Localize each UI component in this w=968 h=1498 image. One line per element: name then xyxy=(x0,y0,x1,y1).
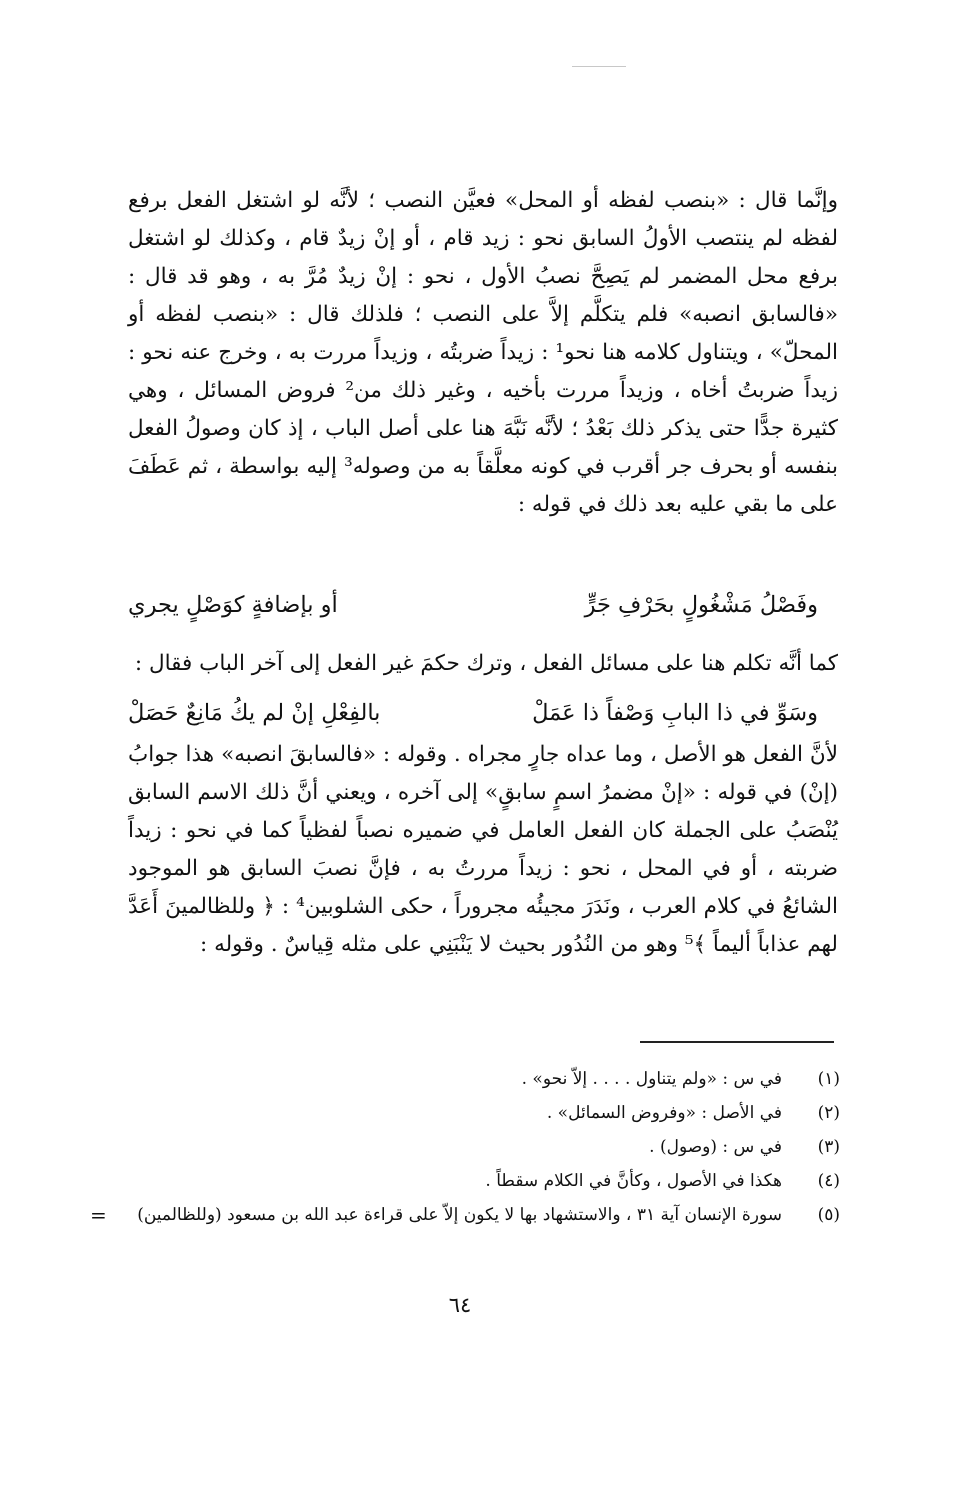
footnote-number: (٣) xyxy=(817,1137,840,1157)
page-number: ٦٤ xyxy=(448,1293,472,1317)
footnote-5 xyxy=(80,1198,840,1232)
footnote-number: (٢) xyxy=(817,1103,840,1123)
verse-2-first-hemistich: وسَوِّ في ذا البابِ وَصْفاً ذا عَمَلْ xyxy=(532,700,818,726)
verse-line-1 xyxy=(128,592,838,632)
footnote-4 xyxy=(80,1164,840,1198)
verse-1-second-hemistich: أو بإضافةٍ كوَصْلٍ يجري xyxy=(128,592,338,618)
paragraph-1: وإنَّما قال : «بنصب لفظه أو المحل» فعيَّن النصب ؛ لأنَّه لو اشتغل الفعل برفع لفظه لم ينتصب الأولُ السابق نحو : زيد قام ، أو إنْ زيدٌ قام ، وكذلك لو اشتغل برفع محل المضمر لم يَصِحَّ نصبُ الأول ، نحو : إنْ زيدٌ مُرَّ به ، وهو قد قال : «فالسابق انصبه» فلم يتكلَّم إلاَّ على النصب ؛ فلذلك قال : «بنصب لفظه أو المحلّ» ، ويتناول كلامه هنا نحو¹ : زيداً ضربتُه ، وزيداً مررت به ، وخرج عنه نحو : زيداً ضربتُ أخاه ، وزيداً مررت بأخيه ، وغير ذلك من² فروض المسائل ، وهي كثيرة جدًّا حتى يذكر ذلك بَعْدُ ؛ لأنَّه نَبَّهَ هنا على أصل الباب ، إذ كان وصولُ الفعل بنفسه أو بحرف جر أقرب في كونه معلَّقاً به من وصوله³ إليه بواسطة ، ثم عَطَفَ على ما بقي عليه بعد ذلك في قوله : xyxy=(128,188,838,517)
paragraph-2: كما أنَّه تكلم هنا على مسائل الفعل ، وترك حكمَ غير الفعل إلى آخر الباب فقال : xyxy=(134,651,838,676)
footnote-number: (١) xyxy=(817,1069,840,1089)
footnote-1 xyxy=(80,1062,840,1096)
footnote-number: (٥) xyxy=(817,1205,840,1225)
footnote-2 xyxy=(80,1096,840,1130)
verse-1-first-hemistich: وفَصْلُ مَشْغُولٍ بحَرْفِ جَرٍّ xyxy=(584,592,818,618)
scan-mark xyxy=(572,66,626,67)
footnote-separator xyxy=(640,1041,834,1043)
footnote-number: (٤) xyxy=(817,1171,840,1191)
footnote-text: سورة الإنسان آية ٣١ ، والاستشهاد بها لا يكون إلاّ على قراءة عبد الله بن مسعود (وللظالمين) xyxy=(137,1205,782,1225)
footnote-text: في س : «ولم يتناول . . . . إلاّ نحو» . xyxy=(521,1069,782,1089)
footnotes-list xyxy=(80,1062,840,1232)
footnote-text: في الأصل : «وفروض السمائل» . xyxy=(546,1103,782,1123)
verse-line-2 xyxy=(128,700,838,740)
paragraph-3: لأنَّ الفعل هو الأصل ، وما عداه جارٍ مجراه . وقوله : «فالسابقَ انصبه» هذا جوابُ (إنْ) في قوله : «إنْ مضمرُ اسمٍ سابقٍ» إلى آخره ، ويعني أنَّ ذلك الاسم السابق يُنْصَبُ على الجملة كان الفعل العامل في ضميره نصباً لفظياً كما في نحو : زيداً ضربته ، أو في المحل ، نحو : زيداً مررتُ به ، فإنَّ نصبَ السابق هو الموجود الشائعُ في كلام العرب ، ونَدَرَ مجيئُه مجروراً ، حكى الشلوبين⁴ : ﴿ وللظالمينَ أَعَدَّ لهم عذاباً أليماً ﴾⁵ وهو من النُدُور بحيث لا يَنْبَنِي على مثله قِياسٌ . وقوله : xyxy=(128,742,838,957)
footnote-3 xyxy=(80,1130,840,1164)
verse-2-second-hemistich: بالفِعْلِ إنْ لم يكُ مَانِعٌ حَصَلْ xyxy=(128,700,381,726)
footnote-text: في س : (وصول) . xyxy=(649,1137,782,1157)
continuation-mark: = xyxy=(90,1203,107,1227)
footnote-text: هكذا في الأصول ، وكأنَّ في الكلام سقطاً . xyxy=(485,1171,782,1191)
